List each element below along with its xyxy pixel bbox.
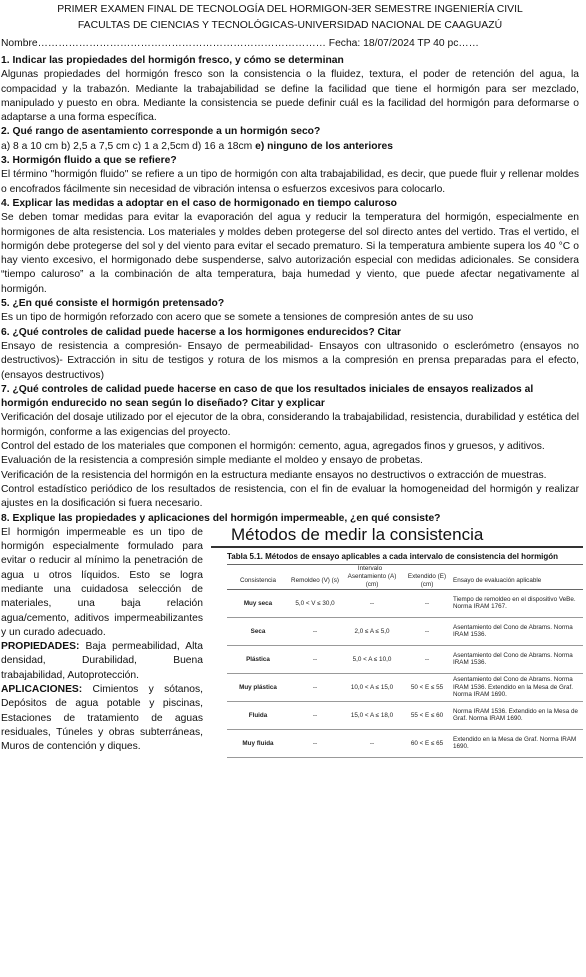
- question-5: 5. ¿En qué consiste el hormigón pretensado?: [1, 298, 225, 310]
- table-caption: Tabla 5.1. Métodos de ensayo aplicables a cada intervalo de consistencia del hormigón: [227, 551, 559, 561]
- question-4: 4. Explicar las medidas a adoptar en el caso de hormigonado en tiempo caluroso: [1, 197, 397, 209]
- table-cell: --: [403, 589, 451, 617]
- figure-title: Métodos de medir la consistencia: [231, 524, 484, 544]
- table-row: [227, 589, 583, 617]
- table-cell: 55 < E ≤ 60: [403, 701, 451, 729]
- table-cell: Asentamiento del Cono de Abrams. Norma IRAM 1536.: [451, 617, 583, 645]
- question-8-body: [1, 526, 579, 758]
- table-cell: --: [289, 617, 341, 645]
- answer-7-item: Evaluación de la resistencia a compresión simple mediante el moldeo y ensayo de probetas.: [1, 455, 423, 467]
- table-cell: --: [403, 645, 451, 673]
- table-cell: 5,0 < A ≤ 10,0: [341, 645, 403, 673]
- column-header: Consistencia: [227, 573, 289, 590]
- question-7: 7. ¿Qué controles de calidad puede hacerse en caso de que los resultados iniciales de ensayos realizados al hormigón endurecido no sean según lo diseñado? Citar y explicar: [1, 383, 534, 410]
- table-cell: --: [341, 729, 403, 757]
- applications-label: APLICACIONES:: [1, 684, 83, 696]
- answer-5: Es un tipo de hormigón reforzado con acero que se somete a tensiones de compresión antes de su uso: [1, 312, 474, 324]
- answer-1: Algunas propiedades del hormigón fresco son la consistencia o la fluidez, textura, el poder de retención del agua, la compacidad y la trabazón. Mediante la trabajabilidad se define la facilidad que tiene el hormigón para ser mezclado, manipulado y puesto en obra. Mediante la consistencia se puede definir cuál es la facilidad del hormigón para deformarse o adaptarse a una forma específica.: [1, 69, 579, 124]
- consistency-table: [227, 564, 583, 758]
- table-cell: Norma IRAM 1536. Extendido en la Mesa de Graf. Norma IRAM 1690.: [451, 701, 583, 729]
- table-cell: Plástica: [227, 645, 289, 673]
- answer-7-item: Verificación de la resistencia del hormigón en la estructura mediante ensayos no destructivos o extracción de muestras.: [1, 469, 547, 481]
- answer-8-applications: [1, 683, 203, 754]
- table-row: [227, 701, 583, 729]
- answer-2: [1, 140, 579, 154]
- interval-header: Intervalo: [289, 564, 451, 573]
- properties-label: PROPIEDADES:: [1, 641, 80, 653]
- table-cell: 15,0 < A ≤ 18,0: [341, 701, 403, 729]
- question-6: 6. ¿Qué controles de calidad puede hacerse a los hormigones endurecidos? Citar: [1, 326, 401, 338]
- applications-text: Cimientos y sótanos, Depósitos de agua potable y piscinas, Estaciones de tratamiento de aguas residuales, Túneles y obras subterráneas, Muros de contención y diques.: [1, 684, 203, 753]
- answer-8-properties: [1, 640, 203, 683]
- answer-2-options: a) 8 a 10 cm b) 2,5 a 7,5 cm c) 1 a 2,5cm d) 16 a 18cm: [1, 140, 256, 152]
- column-header: Remoldeo (V) (s): [289, 573, 341, 590]
- answer-3: El término "hormigón fluido" se refiere a un tipo de hormigón con alta trabajabilidad, es decir, que puede fluir y rellenar moldes o encofrados fácilmente sin necesidad de vibración intensa o esfuerzos excesivos para colocarlo.: [1, 169, 579, 195]
- table-cell: Extendido en la Mesa de Graf. Norma IRAM 1690.: [451, 729, 583, 757]
- answer-2-selected: e) ninguno de los anteriores: [255, 140, 393, 152]
- column-header: Ensayo de evaluación aplicable: [451, 573, 583, 590]
- answer-7-item: Verificación del dosaje utilizado por el ejecutor de la obra, considerando la trabajabilidad, resistencia, durabilidad y estética del hormigón, conforme a las exigencias del proyecto.: [1, 412, 579, 438]
- table-cell: Fluida: [227, 701, 289, 729]
- table-row: [227, 617, 583, 645]
- answer-8-column: [1, 526, 203, 758]
- table-cell: 5,0 < V ≤ 30,0: [289, 589, 341, 617]
- answer-8: El hormigón impermeable es un tipo de hormigón especialmente formulado para evitar o reducir al mínimo la penetración de agua u otros líquidos. Esto se logra mediante una cuidadosa selección de materiales, una baja relación agua/cemento, aditivos impermeabilizantes y un curado adecuado.: [1, 526, 203, 638]
- answer-7-item: Control del estado de los materiales que componen el hormigón: cemento, agua, agregados finos y gruesos, y aditivos.: [1, 441, 545, 453]
- exam-title: PRIMER EXAMEN FINAL DE TECNOLOGÍA DEL HORMIGON-3ER SEMESTRE INGENIERÍA CIVIL: [57, 4, 523, 15]
- properties-text: Baja permeabilidad, Alta densidad, Durabilidad, Buena trabajabilidad, Autoprotección.: [1, 641, 203, 681]
- table-cell: 10,0 < A ≤ 15,0: [341, 673, 403, 701]
- table-cell: Seca: [227, 617, 289, 645]
- answer-7-item: Control estadístico periódico de los resultados de resistencia, con el fin de evaluar la homogeneidad del hormigón y realizar ajustes en la dosificación si fuera necesario.: [1, 483, 579, 510]
- question-3: 3. Hormigón fluido a que se refiere?: [1, 155, 177, 167]
- question-8: 8. Explique las propiedades y aplicaciones del hormigón impermeable, ¿en qué consiste?: [1, 512, 441, 524]
- column-header: Extendido (E) (cm): [403, 573, 451, 590]
- table-row: [227, 645, 583, 673]
- table-cell: 50 < E ≤ 55: [403, 673, 451, 701]
- question-2: 2. Qué rango de asentamiento corresponde a un hormigón seco?: [1, 126, 321, 138]
- table-row: [227, 729, 583, 757]
- table-cell: Muy fluida: [227, 729, 289, 757]
- table-row: [227, 673, 583, 701]
- table-cell: 2,0 ≤ A ≤ 5,0: [341, 617, 403, 645]
- figure-frame: [211, 546, 583, 758]
- table-cell: --: [403, 617, 451, 645]
- question-1: 1. Indicar las propiedades del hormigón fresco, y cómo se determinan: [1, 55, 344, 66]
- name-date-line: Nombre………………………………………………………………………… Fecha: 18/07/2024 TP 40 pc……: [1, 38, 479, 49]
- table-cell: 60 < E ≤ 65: [403, 729, 451, 757]
- table-cell: --: [289, 673, 341, 701]
- answer-4: Se deben tomar medidas para evitar la evaporación del agua y reducir la temperatura del hormigón, especialmente en hormigones de alta resistencia. Los materiales y moldes deben protegerse del sol directo antes del vertido. Tras el vertido, el hormigón debe protegerse del sol y del viento para evitar el secado prematuro. Si la temperatura ambiente supera los 40 °C o hay viento excesivo, el hormigonado debe suspenderse, salvo autorización especial con medidas adicionales. Se considera “tiempo caluroso” a la combinación de alta temperatura, baja humedad y viento, que puede afectar negativamente al hormigón.: [1, 212, 579, 295]
- table-cell: Tiempo de remoldeo en el dispositivo VeBe. Norma IRAM 1767.: [451, 589, 583, 617]
- table-cell: --: [289, 729, 341, 757]
- table-cell: Asentamiento del Cono de Abrams. Norma IRAM 1536.: [451, 645, 583, 673]
- answer-6: Ensayo de resistencia a compresión- Ensayo de permeabilidad- Ensayos con ultrasonido o esclerómetro (ensayos no destructivos)- Extracción in situ de testigos y rotura de los mismos a la compresión en prensa preparadas para el efecto, (ensayos destructivos): [1, 340, 579, 381]
- faculty-line: FACULTAS DE CIENCIAS Y TECNOLÓGICAS-UNIVERSIDAD NACIONAL DE CAAGUAZÚ: [77, 20, 503, 31]
- table-cell: Muy plástica: [227, 673, 289, 701]
- table-cell: --: [289, 645, 341, 673]
- consistency-figure: [211, 526, 583, 758]
- table-cell: Asentamiento del Cono de Abrams. Norma IRAM 1536. Extendido en la Mesa de Graf. Norma IRAM 1690.: [451, 673, 583, 701]
- table-cell: Muy seca: [227, 589, 289, 617]
- column-header: Asentamiento (A) (cm): [341, 573, 403, 590]
- table-cell: --: [289, 701, 341, 729]
- table-cell: --: [341, 589, 403, 617]
